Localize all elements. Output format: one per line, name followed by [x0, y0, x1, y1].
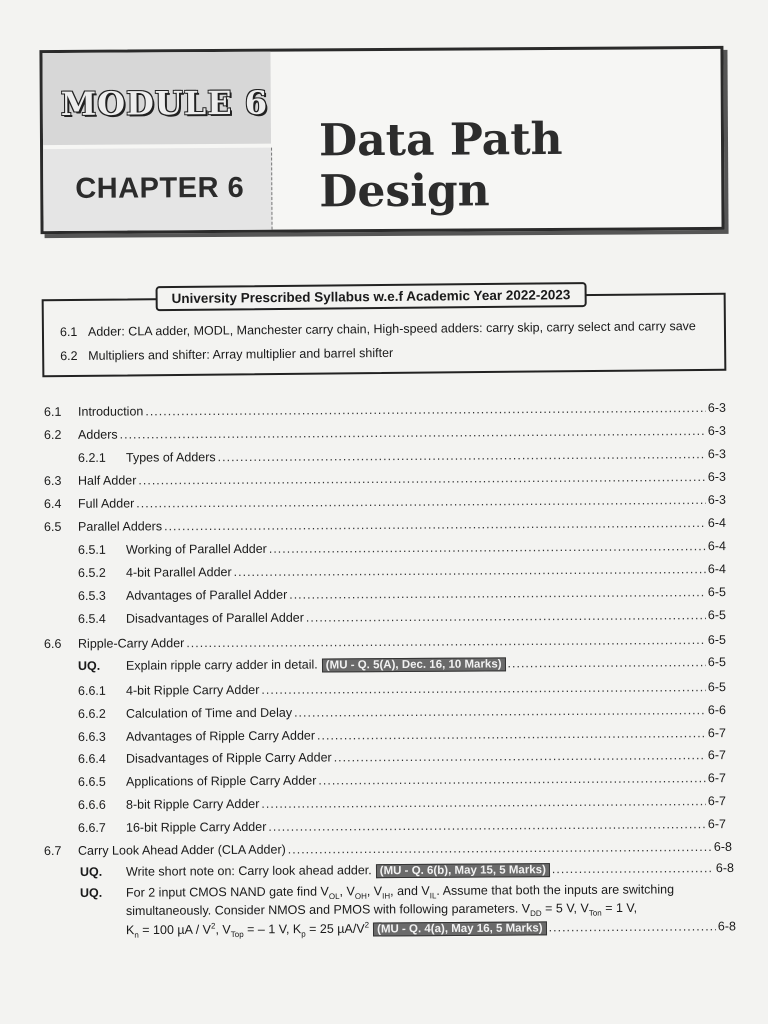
- toc-number: 6.4: [43, 496, 62, 511]
- uq-label: UQ.: [79, 864, 103, 879]
- uq-question-line-2: [126, 901, 637, 921]
- toc-entry[interactable]: [78, 539, 726, 557]
- toc-entry[interactable]: [78, 680, 726, 698]
- toc-page: 6-7: [707, 726, 727, 741]
- toc-entry[interactable]: [78, 771, 726, 789]
- toc-entry[interactable]: [78, 447, 726, 465]
- toc-entry[interactable]: [78, 748, 726, 766]
- syllabus-item-number: 6.1: [59, 324, 78, 340]
- subscript: IL: [429, 891, 437, 901]
- toc-entry[interactable]: [44, 470, 726, 488]
- toc-title: Carry Look Ahead Adder (CLA Adder): [77, 842, 286, 858]
- subscript: Ton: [588, 908, 602, 918]
- question-text: [126, 921, 369, 940]
- toc-number: 6.5.4: [77, 611, 106, 626]
- toc-entry-uq[interactable]: [80, 861, 734, 880]
- toc-number: 6.6.3: [77, 729, 106, 744]
- uq-label: UQ.: [79, 885, 103, 900]
- toc-title: 4-bit Parallel Adder: [125, 565, 232, 580]
- exam-reference-tag: (MU - Q. 4(a), May 16, 5 Marks): [373, 922, 547, 937]
- toc-title: Working of Parallel Adder: [125, 541, 267, 557]
- subscript: n: [134, 930, 139, 940]
- toc-page: 6-6: [707, 703, 727, 718]
- toc-entry[interactable]: [78, 585, 726, 603]
- uq-question-line-3[interactable]: [126, 918, 736, 939]
- leader-dots: [261, 680, 706, 697]
- toc-title: Explain ripple carry adder in detail.: [125, 657, 318, 673]
- leader-dots: [138, 470, 706, 487]
- toc-title: Advantages of Parallel Adder: [125, 587, 288, 603]
- leader-dots: [318, 771, 706, 787]
- toc-number: 6.3: [43, 473, 62, 488]
- toc-number: 6.6.7: [77, 820, 106, 835]
- toc-page: 6-4: [707, 562, 727, 577]
- question-text: = 1 V,: [601, 900, 638, 916]
- toc-title: Advantages of Ripple Carry Adder: [125, 728, 316, 744]
- toc-number: 6.1: [43, 404, 62, 419]
- leader-dots: [120, 424, 706, 442]
- toc-title: Write short note on: Carry look ahead adder.: [125, 863, 372, 879]
- toc-number: 6.5.2: [77, 565, 106, 580]
- leader-dots: [294, 703, 706, 720]
- toc-page: 6-7: [707, 748, 727, 763]
- toc-entry-uq[interactable]: [78, 655, 726, 674]
- toc-page: 6-5: [707, 585, 727, 600]
- leader-dots: [164, 516, 706, 533]
- toc-number: 6.7: [43, 843, 62, 858]
- subscript: p: [301, 929, 306, 939]
- toc-page: 6-4: [707, 515, 727, 530]
- syllabus-item-text: Multipliers and shifter: Array multiplier and barrel shifter: [88, 345, 394, 363]
- toc-entry[interactable]: [44, 424, 726, 442]
- question-text: . Assume that both the inputs are switching: [436, 882, 675, 898]
- question-text: , and V: [390, 883, 430, 899]
- leader-dots: [507, 655, 705, 670]
- toc-title: 4-bit Ripple Carry Adder: [125, 682, 260, 698]
- question-text: , V: [366, 884, 383, 899]
- leader-dots: [186, 633, 706, 650]
- subscript: IH: [382, 891, 391, 901]
- toc-title: 8-bit Ripple Carry Adder: [125, 796, 260, 812]
- toc-number: 6.6: [43, 636, 62, 651]
- toc-number: 6.2: [43, 427, 62, 442]
- toc-title: Ripple-Carry Adder: [77, 636, 185, 651]
- toc-title: Applications of Ripple Carry Adder: [125, 773, 317, 789]
- toc-page: 6-7: [707, 794, 727, 809]
- subscript: DD: [530, 908, 542, 919]
- question-text: , V: [339, 884, 355, 899]
- leader-dots: [549, 920, 716, 935]
- leader-dots: [268, 817, 706, 834]
- toc-entry[interactable]: [44, 493, 726, 511]
- toc-number: 6.5.1: [77, 542, 106, 557]
- superscript: 2: [210, 921, 216, 931]
- syllabus-item-number: 6.2: [60, 348, 78, 364]
- syllabus-title: University Prescribed Syllabus w.e.f Academic Year 2022-2023: [156, 282, 587, 311]
- toc-number: 6.6.2: [77, 706, 106, 721]
- toc-entry[interactable]: [44, 633, 726, 651]
- leader-dots: [288, 840, 712, 857]
- toc-page: 6-5: [707, 608, 727, 623]
- toc-title: Disadvantages of Parallel Adder: [125, 610, 304, 626]
- toc-entry[interactable]: [78, 726, 726, 744]
- toc-page: 6-3: [707, 447, 727, 462]
- uq-label: UQ.: [77, 658, 101, 673]
- toc-page: 6-8: [717, 919, 737, 934]
- question-text: K: [125, 923, 135, 938]
- leader-dots: [145, 401, 706, 418]
- subscript: OL: [328, 891, 340, 901]
- toc-page: 6-3: [707, 400, 727, 415]
- leader-dots: [306, 608, 706, 624]
- toc-title: Calculation of Time and Delay: [125, 705, 293, 721]
- toc-number: 6.6.5: [77, 774, 106, 789]
- toc-entry[interactable]: [78, 817, 726, 835]
- leader-dots: [552, 861, 714, 876]
- leader-dots: [317, 726, 706, 742]
- uq-question-line-1: [80, 882, 674, 902]
- toc-entry[interactable]: [78, 703, 726, 721]
- toc-entry[interactable]: [44, 840, 732, 858]
- toc-page: 6-7: [707, 817, 727, 832]
- toc-title: Adders: [77, 427, 118, 442]
- exam-reference-tag: (MU - Q. 5(A), Dec. 16, 10 Marks): [322, 657, 506, 672]
- toc-entry[interactable]: [44, 516, 726, 534]
- toc-title: Disadvantages of Ripple Carry Adder: [125, 750, 332, 766]
- toc-title: Types of Adders: [125, 450, 216, 465]
- subscript: OH: [354, 891, 367, 901]
- toc-page: 6-7: [707, 771, 727, 786]
- toc-number: 6.6.6: [77, 797, 106, 812]
- question-text: For 2 input CMOS NAND gate find V: [125, 884, 329, 900]
- toc-page: 6-3: [707, 469, 727, 484]
- toc-page: 6-8: [715, 861, 735, 876]
- toc-number: 6.6.1: [77, 683, 106, 698]
- exam-reference-tag: (MU - Q. 6(b), May 15, 5 Marks): [376, 863, 550, 878]
- toc-title: Full Adder: [77, 496, 135, 511]
- leader-dots: [234, 562, 706, 579]
- superscript: 2: [364, 920, 370, 930]
- syllabus-item-text: Adder: CLA adder, MODL, Manchester carry chain, High-speed adders: carry skip, carry select and carry save: [87, 319, 696, 339]
- toc-entry[interactable]: [78, 562, 726, 580]
- page-title: Data Path Design: [318, 113, 563, 218]
- toc-number: 6.5.3: [77, 588, 106, 603]
- toc-number: 6.5: [43, 519, 62, 534]
- toc-title: Half Adder: [77, 473, 137, 488]
- leader-dots: [261, 794, 706, 811]
- toc-title: Introduction: [77, 404, 144, 419]
- question-text: = 5 V, V: [541, 901, 589, 916]
- toc-number: 6.2.1: [77, 450, 106, 465]
- toc-page: 6-3: [707, 423, 727, 438]
- toc-number: 6.6.4: [77, 751, 106, 766]
- subscript: Top: [230, 929, 244, 940]
- toc-page: 6-5: [707, 655, 727, 670]
- leader-dots: [218, 447, 706, 464]
- leader-dots: [136, 493, 706, 510]
- question-text: simultaneously. Consider NMOS and PMOS with following parameters. V: [125, 901, 531, 918]
- question-text: = 25 µA/V: [305, 921, 365, 937]
- toc-page: 6-3: [707, 492, 727, 507]
- toc-page: 6-4: [707, 539, 727, 554]
- module-label: MODULE 6: [60, 83, 269, 123]
- leader-dots: [334, 748, 706, 764]
- toc-page: 6-5: [707, 632, 727, 647]
- toc-page: 6-5: [707, 680, 727, 695]
- leader-dots: [269, 539, 706, 556]
- leader-dots: [289, 585, 706, 602]
- toc-title: Parallel Adders: [77, 519, 163, 534]
- toc-page: 6-8: [713, 839, 733, 854]
- question-text: = – 1 V, K: [243, 922, 302, 937]
- toc-entry[interactable]: [78, 794, 726, 812]
- toc-entry[interactable]: [78, 608, 726, 626]
- question-text: , V: [215, 922, 231, 937]
- toc-title: 16-bit Ripple Carry Adder: [125, 819, 267, 835]
- question-text: = 100 µA / V: [138, 922, 212, 938]
- chapter-label: CHAPTER 6: [75, 171, 245, 205]
- toc-entry[interactable]: [44, 401, 726, 419]
